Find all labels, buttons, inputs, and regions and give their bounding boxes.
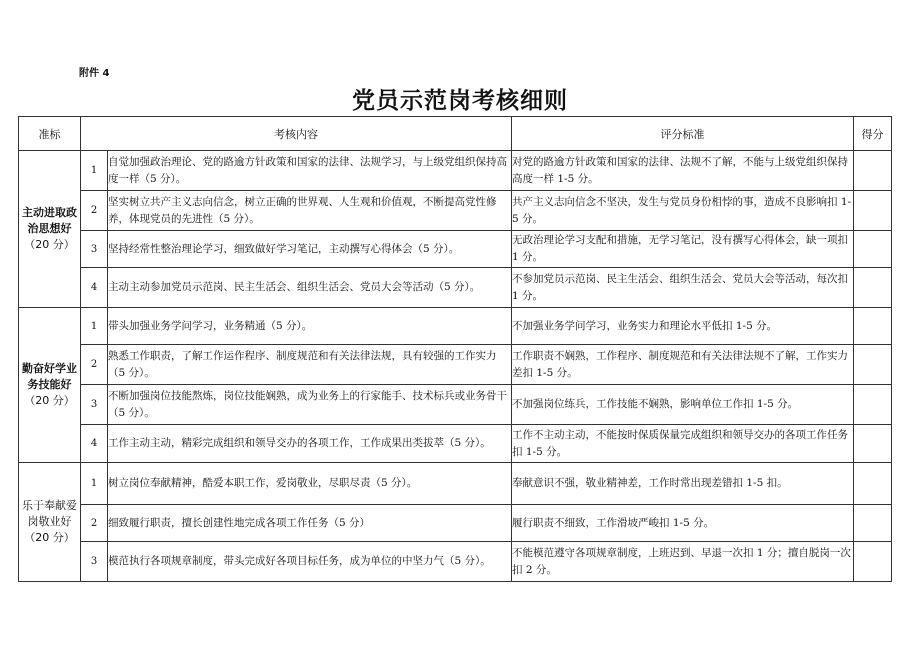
item-number: 2 [81, 345, 108, 385]
attachment-label: 附件 4 [79, 68, 110, 79]
item-standard: 不加强岗位练兵，工作技能不娴熟，影响单位工作扣 1-5 分。 [512, 385, 854, 425]
category-cell [19, 151, 81, 308]
item-number: 3 [81, 542, 108, 582]
item-number: 2 [81, 191, 108, 231]
item-standard: 无政治理论学习支配和措施，无学习笔记，没有撰写心得体会，缺一项扣 1 分。 [512, 231, 854, 268]
item-standard: 工作职责不娴熟，工作程序、制度规范和有关法律法规不了解，工作实力差扣 1-5 分。 [512, 345, 854, 385]
header-row [19, 117, 892, 151]
item-number: 1 [81, 308, 108, 345]
score-cell[interactable] [854, 542, 892, 582]
table-row [19, 542, 892, 582]
score-cell[interactable] [854, 505, 892, 542]
item-content: 细致履行职责，擅长创建性地完成各项工作任务（5 分） [108, 505, 512, 542]
item-content: 自觉加强政治理论、党的路逾方针政策和国家的法律、法规学习，与上级党组织保持高度一样（5 分）。 [108, 151, 512, 191]
item-number: 1 [81, 151, 108, 191]
page-title: 党员示范岗考核细则 [352, 88, 568, 114]
score-cell[interactable] [854, 268, 892, 308]
item-number: 4 [81, 268, 108, 308]
table-row [19, 385, 892, 425]
table-row [19, 308, 892, 345]
item-standard: 不加强业务学问学习，业务实力和理论水平低扣 1-5 分。 [512, 308, 854, 345]
item-content: 模范执行各项规章制度，带头完成好各项目标任务，成为单位的中坚力气（5 分）。 [108, 542, 512, 582]
item-content: 带头加强业务学问学习，业务精通（5 分）。 [108, 308, 512, 345]
item-content: 主动主动参加党员示范岗、民主生活会、组织生活会、党员大会等活动（5 分）。 [108, 268, 512, 308]
category-points: （20 分） [24, 238, 75, 251]
item-content: 树立岗位奉献精神，酷爱本职工作，爱岗敬业，尽职尽责（5 分）。 [108, 463, 512, 505]
category-name: 乐于奉献爱岗敬业好 [22, 499, 77, 528]
category-cell [19, 308, 81, 463]
header-category: 准标 [19, 117, 81, 151]
score-cell[interactable] [854, 151, 892, 191]
item-content: 不断加强岗位技能熬炼，岗位技能娴熟，成为业务上的行家能手、技术标兵或业务骨干（5 分）。 [108, 385, 512, 425]
item-content: 坚实树立共产主义志向信念，树立正确的世界观、人生观和价值观，不断提高党性修养，体现党员的先进性（5 分）。 [108, 191, 512, 231]
item-number: 3 [81, 385, 108, 425]
table-row [19, 463, 892, 505]
category-name: 主动进取政治思想好 [22, 206, 77, 235]
table-row [19, 191, 892, 231]
table-row [19, 345, 892, 385]
table-row [19, 151, 892, 191]
item-standard: 履行职责不细致，工作滑坡严峻扣 1-5 分。 [512, 505, 854, 542]
item-number: 2 [81, 505, 108, 542]
assessment-table [18, 116, 892, 582]
item-standard: 不能模范遵守各项规章制度，上班迟到、早退一次扣 1 分；擅自脱岗一次扣 2 分。 [512, 542, 854, 582]
item-standard: 工作不主动主动，不能按时保质保量完成组织和领导交办的各项工作任务扣 1-5 分。 [512, 425, 854, 463]
score-cell[interactable] [854, 345, 892, 385]
item-number: 4 [81, 425, 108, 463]
score-cell[interactable] [854, 191, 892, 231]
header-content: 考核内容 [81, 117, 512, 151]
category-points: （20 分） [24, 394, 75, 407]
item-number: 3 [81, 231, 108, 268]
item-content: 坚持经常性整治理论学习，细致做好学习笔记，主动撰写心得体会（5 分）。 [108, 231, 512, 268]
table-row [19, 231, 892, 268]
header-standard: 评分标准 [512, 117, 854, 151]
score-cell[interactable] [854, 308, 892, 345]
item-standard: 共产主义志向信念不坚决，发生与党员身份相悖的事，造成不良影响扣 1-5 分。 [512, 191, 854, 231]
table-row [19, 505, 892, 542]
table-row [19, 425, 892, 463]
table-row [19, 268, 892, 308]
item-number: 1 [81, 463, 108, 505]
category-points: （20 分） [24, 531, 75, 544]
item-standard: 对党的路逾方针政策和国家的法律、法规不了解，不能与上级党组织保持高度一样 1-5 分。 [512, 151, 854, 191]
item-content: 熟悉工作职责，了解工作运作程序、制度规范和有关法律法规，具有较强的工作实力（5 分）。 [108, 345, 512, 385]
item-standard: 不参加党员示范岗、民主生活会、组织生活会、党员大会等活动，每次扣 1 分。 [512, 268, 854, 308]
item-content: 工作主动主动，精彩完成组织和领导交办的各项工作，工作成果出类拔萃（5 分）。 [108, 425, 512, 463]
score-cell[interactable] [854, 385, 892, 425]
category-name: 勤奋好学业务技能好 [22, 362, 77, 391]
score-cell[interactable] [854, 425, 892, 463]
score-cell[interactable] [854, 463, 892, 505]
score-cell[interactable] [854, 231, 892, 268]
header-score: 得分 [854, 117, 892, 151]
category-cell [19, 463, 81, 582]
item-standard: 奉献意识不强，敬业精神差，工作时常出现差错扣 1-5 扣。 [512, 463, 854, 505]
